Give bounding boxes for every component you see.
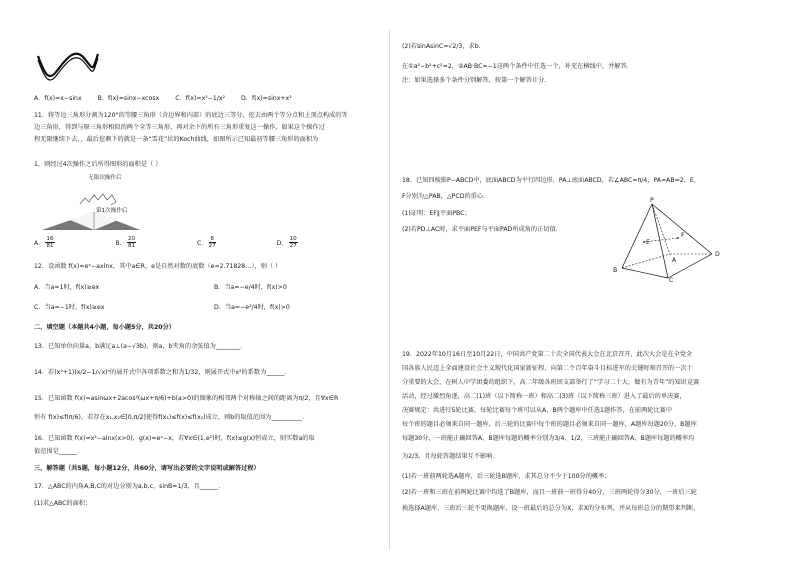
left-column [18,0,394,562]
q18-line-1: 18．已知四棱锥P−ABCD中，底面ABCD为平行四边形，PA⊥底面ABCD，若∠ABC=π/4，PA=AB=2，E， [402,177,701,184]
q17-note: 注：如果选择多个条件分别解答，按第一个解答计分． [402,77,551,84]
q19-line-5: 决赛规定：共进行5轮比赛，每轮比赛每个班可以从A，B两个题库中任选1题作答，在前两轮比赛中 [402,407,673,414]
q10-options [34,94,292,103]
q12-option-d: D．当a=−e²/4时，f(x)>0 [214,304,290,311]
section-3-title: 三、解答题（共5题，每小题12分，共60分，请写出必要的文字说明或解答过程） [34,465,260,472]
pyramid-figure [614,196,724,286]
figure-label-bottom: 第1次操作后 [96,208,128,214]
right-column [402,0,778,562]
q15-line-2: 恒有 f(x)≤f(π/6)，若存在x₁,x₂∈[0,π/2]使得f(x₁)≤f(x)≤f(x₂)成立，则b的取值范围为__________． [34,414,309,421]
q18-part-2: (2)若PD⊥AC时，求平面PEF与平面PAD所成角的正切值． [402,226,562,233]
q19-line-3: 分重要的大会，在树人中学团委的组织下，高二年级各班团支部举行了“学习二十大，做有为青年”的知识竞赛 [402,379,700,386]
label-d: D [715,251,720,258]
section-2-title: 二、填空题（本题共4小题，每小题5分，共20分） [34,324,175,331]
q10-option-d: D．f(x)=sinx+x² [241,95,292,102]
q18-line-2: F分别为△PAB，△PCD的重心． [402,193,490,200]
q19-line-6: 每个班的题目必须来自同一题库，后三轮的比赛中每个班的题目必须来自同一题库，A题库每题20分，B题库 [402,421,697,428]
q11-line-1: 11．将等边三角形分割为120°的等腰三角形（含边界和内部）的底边三等分，挖去由两个等分点和上顶点构成的等 [34,112,348,119]
q19-line-2: 国各族人民迈上全面建设社会主义现代化国家新征程、向第二个百年奋斗目标进军的关键时刻召开的一次十 [402,365,693,372]
q11-option-b: B． $\frac{20}{81}$ [115,236,136,249]
q11-line-4: 1，则经过4次操作之后所得图形的面积是（ ） [34,161,162,168]
q14-line: 14．若(x²+1)(x/2−1/√x)ⁿ的展开式中各项系数之和为1/32，则展开式中x²的系数为______． [34,369,292,376]
q12-option-a: A．当a=1时，f(x)≥ex [34,284,100,291]
q15-line-1: 15．已知函数 f(x)=asinωx+2acos²(ωx+π/6)+b(a>0)的图象的相邻两个对称轴之间的距离为π/2，且∀x∈R [34,395,339,402]
q18-part-1: (1)证明：EF∥平面PBC； [402,210,471,217]
q11-line-2: 边三角形，得到与原三角形相似的两个全等三角形，再对余下的所有三角形重复这一操作，如果这个操作过 [34,124,325,131]
q19-line-8: 为2/3，且每轮答题结果互不影响． [402,453,499,460]
label-b: B [613,267,618,274]
label-f: F [681,232,685,239]
label-a: A [672,257,677,264]
q11-option-a: A． $\frac{16}{81}$ [34,236,54,249]
q16-line-1: 16．已知函数 f(x)=x²−alnx(x>0)，g(x)=eˣ−x，若∀x∈(1,e²)时，f(x)≤g(x)恒成立，则实数a的取 [34,435,315,442]
q19-line-7: 每题30分，一班能正确回答A、B题库每题的概率分别为3/4、1/2，三班能正确回答A、B题库每题的概率均 [402,435,695,442]
q10-option-a: A．f(x)=x−sinx [34,95,82,102]
figure-label-top: 无限次操作后 [88,175,122,181]
q10-option-c: C．f(x)=x²− [175,95,213,102]
q19-line-1: 19．2022年10月16日至10月22日，中国共产党第二十次全国代表大会在北京召开，此次大会是在全党全 [402,351,693,358]
q13-line: 13．已知单位向量a，b满足a⊥(a−√3b)，则a，b夹角的余弦值为________． [34,343,247,350]
q10-option-b: B．f(x)=sinx−xcosx [97,95,160,102]
q19-part-2-line-2: 换选择A题库，三班后三轮不更换题库，设一班最后的总分为X，求X的分布列，并从每班总分的期望来判断， [402,505,700,512]
label-p: P [650,197,654,204]
q11-line-3: 程无限继续下去，，最后挖剩下的就是一条“雪花”状的Koch曲线，如图所示已知最初等腰三角形的面积为 [34,136,319,143]
q10-option-c-tail: 1/x² [212,95,226,102]
q11-option-d: D． $\frac{10}{27}$ [276,236,297,249]
q12-option-b: B．当a=−e/4时，f(x)>0 [214,284,287,291]
q11-options [34,236,299,251]
q16-line-2: 值范围是______． [34,448,84,455]
q19-part-2-line-1: (2)若一班和三班在前两轮比赛中均选了B题库，而且一班前一班得分40分，三班两轮得分30分，一班后三轮 [402,489,697,496]
q19-part-1: (1)若一班前两轮选A题库，后三轮选B题库，求其总分不少于100分的概率； [402,473,611,480]
label-e: E [646,239,650,246]
q17-line-1: 17．△ABC的内角A,B,C的对边分别为a,b,c，sinB=1/3，且______． [34,483,225,490]
q12-stem: 12．设函数 f(x)=eˣ−axlnx，其中a∈R，e是自然对数的底数（e≈2.71828…），则（ ） [34,263,282,270]
q17-conditions: 在①a²−b²+c²=2，②AB·BC=−1这两个条件中任选一个，补充在横线中，并解答． [402,63,633,70]
q19-line-4: 活动，经过激烈角逐，高二(1)班（以下简称一班）和高二(3)班（以下简称三班）进入了最后的单决赛， [402,393,686,400]
q17-part-1: (1)求△ABC的面积； [34,500,92,507]
q17-part-2: (2)若sinAsinC=√2/3，求b． [402,43,485,50]
label-c: C [669,277,674,284]
q12-option-c: C．当a=−1时，f(x)≥ex [34,304,105,311]
q11-option-c: C． $\frac{8}{27}$ [197,236,216,249]
function-curve-figure [34,42,104,92]
